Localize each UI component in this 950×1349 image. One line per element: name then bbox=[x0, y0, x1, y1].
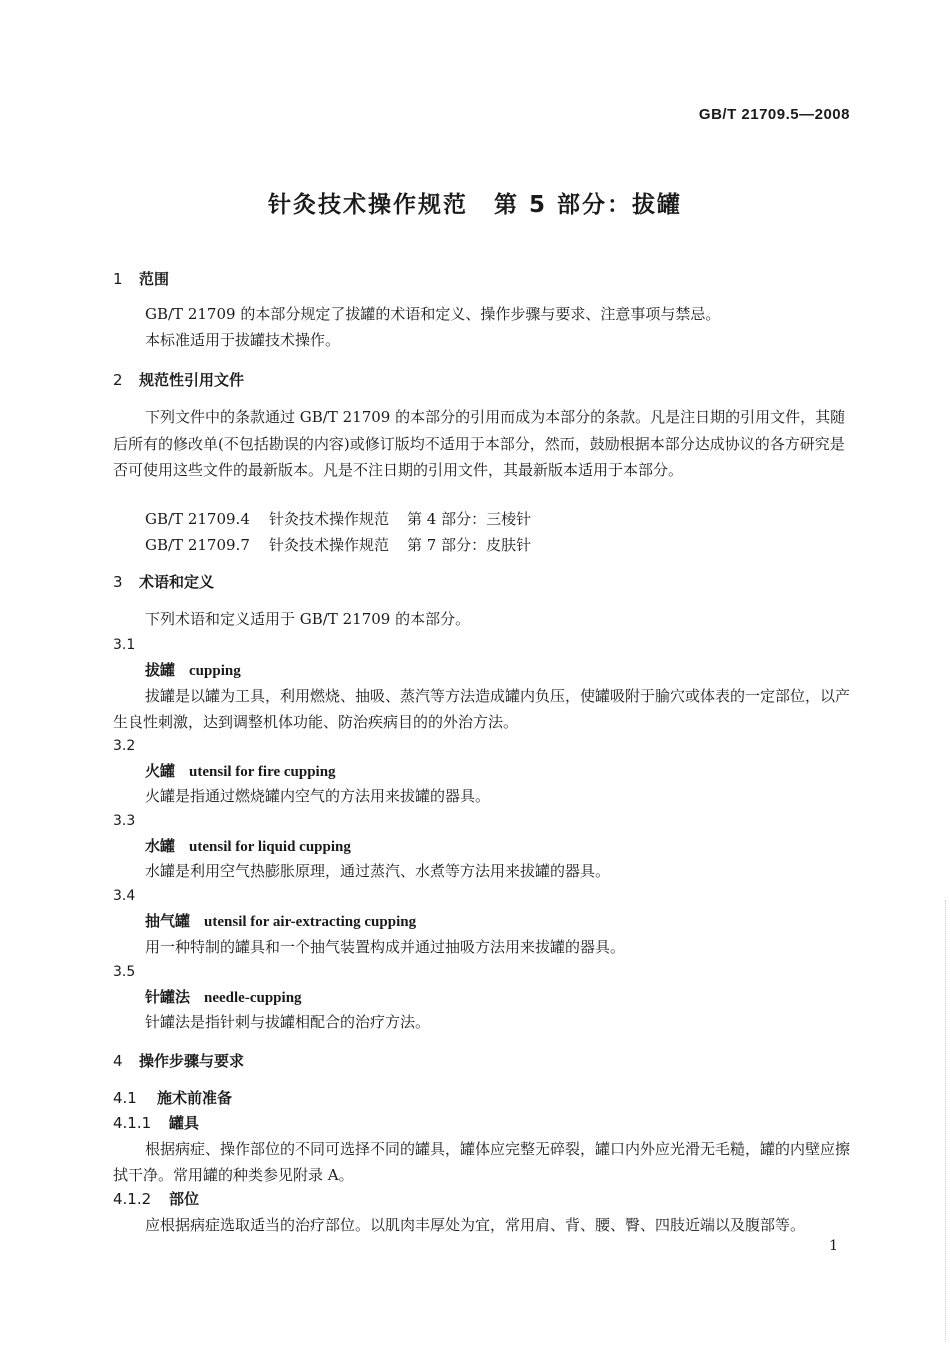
term-definition: 水罐是利用空气热膨胀原理，通过蒸汽、水煮等方法用来拔罐的器具。 bbox=[145, 862, 611, 880]
term-heading: 火罐 utensil for fire cupping bbox=[145, 762, 336, 780]
term-heading: 拔罐 cupping bbox=[145, 661, 241, 679]
term-heading: 抽气罐 utensil for air-extracting cupping bbox=[145, 912, 417, 930]
section-4-1-heading: 4.1 施术前准备 bbox=[113, 1089, 233, 1107]
clause-number: 3.5 bbox=[113, 964, 136, 980]
page-number: 1 bbox=[829, 1238, 838, 1254]
section-4-1-2-heading: 4.1.2 部位 bbox=[113, 1190, 200, 1208]
title-part: 第 5 部分：拔罐 bbox=[493, 192, 683, 218]
clause-number: 3.2 bbox=[113, 738, 136, 754]
section-4-1-1-heading: 4.1.1 罐具 bbox=[113, 1114, 200, 1132]
section-1-para-2: 本标准适用于拔罐技术操作。 bbox=[145, 331, 341, 349]
clause-number: 3.1 bbox=[113, 637, 136, 653]
section-1-heading: 1 范围 bbox=[113, 270, 170, 288]
section-2-para-1: 下列文件中的条款通过 GB/T 21709 的本部分的引用而成为本部分的条款。凡是注日期的引用文件，其随后所有的修改单(不包括勘误的内容)或修订版均不适用于本部分，然而，鼓励根据本部分达成协议的各方研究是否可使用这些文件的最新版本。凡是不注日期的引用文件，其最新版本适用于本部分。 bbox=[113, 408, 846, 479]
term-heading: 针罐法 needle-cupping bbox=[145, 988, 302, 1006]
term-definition: 针罐法是指针刺与拔罐相配合的治疗方法。 bbox=[145, 1013, 431, 1031]
section-4-1-1-para: 根据病症、操作部位的不同可选择不同的罐具，罐体应完整无碎裂，罐口内外应光滑无毛糙，罐的内壁应擦拭干净。常用罐的种类参见附录 A。 bbox=[113, 1140, 851, 1184]
term-definition: 用一种特制的罐具和一个抽气装置构成并通过抽吸方法用来拔罐的器具。 bbox=[145, 938, 626, 956]
section-4-heading: 4 操作步骤与要求 bbox=[113, 1052, 245, 1070]
clause-number: 3.4 bbox=[113, 888, 136, 904]
section-3-para-1: 下列术语和定义适用于 GB/T 21709 的本部分。 bbox=[145, 610, 471, 628]
reference-item: GB/T 21709.4 针灸技术操作规范 第 4 部分：三棱针 bbox=[145, 510, 532, 528]
standard-code: GB/T 21709.5—2008 bbox=[698, 106, 850, 123]
section-1-para-1: GB/T 21709 的本部分规定了拔罐的术语和定义、操作步骤与要求、注意事项与禁忌。 bbox=[145, 305, 721, 323]
clause-number: 3.3 bbox=[113, 813, 136, 829]
section-2-heading: 2 规范性引用文件 bbox=[113, 371, 245, 389]
document-title bbox=[0, 186, 950, 219]
section-4-1-2-para: 应根据病症选取适当的治疗部位。以肌肉丰厚处为宜，常用肩、背、腰、臀、四肢近端以及腹部等。 bbox=[145, 1216, 806, 1234]
term-definition: 火罐是指通过燃烧罐内空气的方法用来拔罐的器具。 bbox=[145, 787, 491, 805]
title-main: 针灸技术操作规范 bbox=[267, 192, 468, 218]
term-definition: 拔罐是以罐为工具，利用燃烧、抽吸、蒸汽等方法造成罐内负压，使罐吸附于腧穴或体表的一定部位，以产生良性刺激，达到调整机体功能、防治疾病目的的外治方法。 bbox=[113, 687, 851, 731]
term-heading: 水罐 utensil for liquid cupping bbox=[145, 837, 351, 855]
reference-item: GB/T 21709.7 针灸技术操作规范 第 7 部分：皮肤针 bbox=[145, 536, 532, 554]
scan-edge-divider bbox=[944, 900, 946, 1340]
section-3-heading: 3 术语和定义 bbox=[113, 573, 215, 591]
